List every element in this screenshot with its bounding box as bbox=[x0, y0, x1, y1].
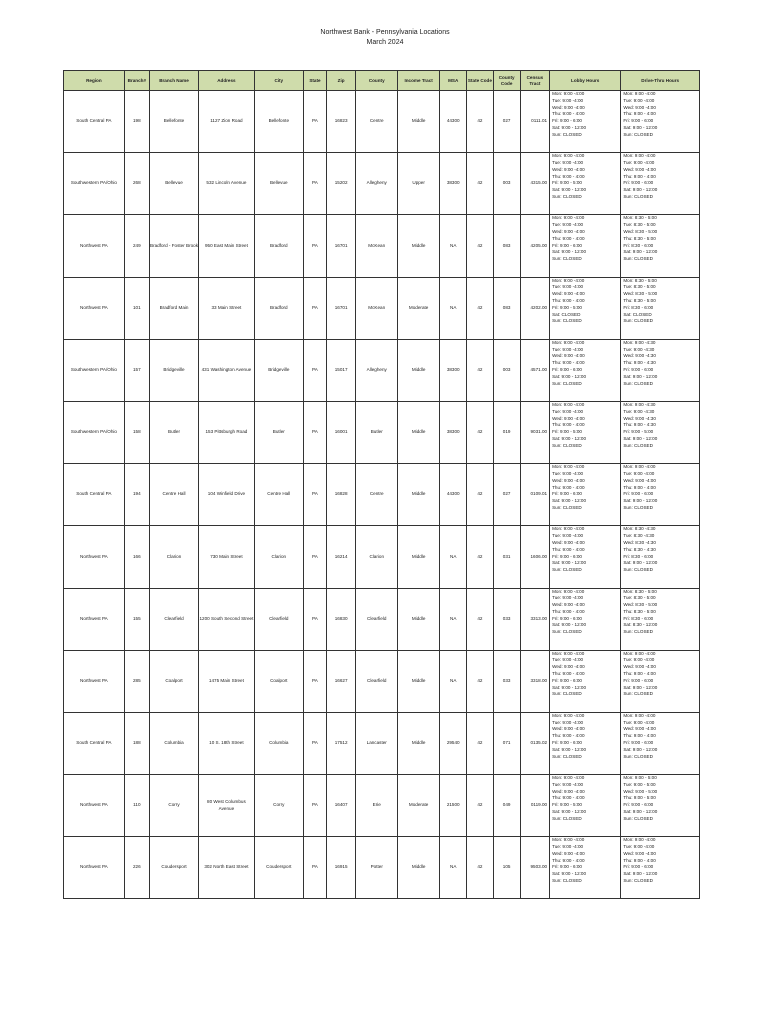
table-row bbox=[64, 588, 700, 650]
drive-thru-hours-cell: Mon: 9:00 -4:00 Tue: 9:00 -4:00 Wed: 9:00 -4:00 Thu: 9:00 - 4:00 Fri: 9:00 - 6:00 Sat: 9:00 - 12:00 Sun: CLOSED bbox=[621, 837, 700, 899]
branch-number-cell: 166 bbox=[124, 526, 149, 588]
column-header-county: County bbox=[356, 71, 398, 91]
branch-number-cell: 157 bbox=[124, 339, 149, 401]
county-code-cell: 033 bbox=[493, 650, 520, 712]
column-header-county-code: County Code bbox=[493, 71, 520, 91]
column-header-branch-number: Branch# bbox=[124, 71, 149, 91]
state-code-cell: 42 bbox=[467, 339, 493, 401]
census-tract-cell: 1606.00 bbox=[520, 526, 549, 588]
lobby-hours-cell: Mon: 9:00 -4:00 Tue: 9:00 -4:00 Wed: 9:00 -4:00 Thu: 9:00 - 4:00 Fri: 9:00 - 5:00 Sat: 9:00 - 12:00 Sun: CLOSED bbox=[550, 401, 621, 463]
table-body bbox=[64, 91, 700, 899]
state-cell: PA bbox=[303, 401, 326, 463]
title-line-1: Northwest Bank - Pennsylvania Locations bbox=[320, 29, 450, 36]
locations-table bbox=[63, 70, 700, 899]
column-header-lobby-hours: Lobby Hours bbox=[550, 71, 621, 91]
state-code-cell: 42 bbox=[467, 712, 493, 774]
branch-number-cell: 188 bbox=[124, 712, 149, 774]
column-header-address: Address bbox=[199, 71, 255, 91]
county-cell: Potter bbox=[356, 837, 398, 899]
branch-number-cell: 155 bbox=[124, 588, 149, 650]
address-cell: 302 North East Street bbox=[199, 837, 255, 899]
state-cell: PA bbox=[303, 339, 326, 401]
census-tract-cell: 9503.00 bbox=[520, 837, 549, 899]
branch-number-cell: 268 bbox=[124, 153, 149, 215]
city-cell: Bellevue bbox=[254, 153, 303, 215]
zip-cell: 16214 bbox=[326, 526, 355, 588]
city-cell: Corry bbox=[254, 775, 303, 837]
lobby-hours-cell: Mon: 9:00 -4:00 Tue: 9:00 -4:00 Wed: 9:00 -4:00 Thu: 9:00 - 4:00 Fri: 9:00 - 6:00 Sat: 9:00 - 12:00 Sun: CLOSED bbox=[550, 837, 621, 899]
city-cell: Columbia bbox=[254, 712, 303, 774]
address-cell: 532 Lincoln Avenue bbox=[199, 153, 255, 215]
county-cell: Centre bbox=[356, 91, 398, 153]
column-header-zip: Zip bbox=[326, 71, 355, 91]
income-tract-cell: Middle bbox=[398, 526, 440, 588]
branch-name-cell: Bridgeville bbox=[149, 339, 198, 401]
city-cell: Bradford bbox=[254, 215, 303, 277]
zip-cell: 16828 bbox=[326, 464, 355, 526]
lobby-hours-cell: Mon: 9:00 -4:00 Tue: 9:00 -4:00 Wed: 9:00 -4:00 Thu: 9:00 - 4:00 Fri: 9:00 - 6:00 Sat: 9:00 - 12:00 Sun: CLOSED bbox=[550, 91, 621, 153]
msa-cell: 38300 bbox=[440, 339, 467, 401]
msa-cell: 38300 bbox=[440, 401, 467, 463]
county-code-cell: 049 bbox=[493, 775, 520, 837]
county-cell: Erie bbox=[356, 775, 398, 837]
msa-cell: 44300 bbox=[440, 464, 467, 526]
branch-number-cell: 101 bbox=[124, 277, 149, 339]
lobby-hours-cell: Mon: 9:00 -4:00 Tue: 9:00 -4:00 Wed: 9:00 -4:00 Thu: 9:00 - 4:00 Fri: 9:00 - 6:00 Sat: 9:00 - 12:00 Sun: CLOSED bbox=[550, 526, 621, 588]
census-tract-cell: 4571.00 bbox=[520, 339, 549, 401]
msa-cell: NA bbox=[440, 837, 467, 899]
region-cell: Northwest PA bbox=[64, 837, 125, 899]
address-cell: 104 Winfield Drive bbox=[199, 464, 255, 526]
table-row bbox=[64, 215, 700, 277]
state-cell: PA bbox=[303, 526, 326, 588]
income-tract-cell: Middle bbox=[398, 215, 440, 277]
state-code-cell: 42 bbox=[467, 588, 493, 650]
city-cell: Butler bbox=[254, 401, 303, 463]
census-tract-cell: 0111.01 bbox=[520, 91, 549, 153]
address-cell: 153 Pittsburgh Road bbox=[199, 401, 255, 463]
lobby-hours-cell: Mon: 9:00 -4:00 Tue: 9:00 -4:00 Wed: 9:00 -4:00 Thu: 9:00 - 4:00 Fri: 9:00 - 6:00 Sat: 9:00 - 12:00 Sun: CLOSED bbox=[550, 339, 621, 401]
table-row bbox=[64, 339, 700, 401]
msa-cell: NA bbox=[440, 277, 467, 339]
address-cell: 1200 South Second Street bbox=[199, 588, 255, 650]
address-cell: 10 S. 18th Street bbox=[199, 712, 255, 774]
region-cell: Northwest PA bbox=[64, 650, 125, 712]
branch-name-cell: Coalport bbox=[149, 650, 198, 712]
census-tract-cell: 0135.02 bbox=[520, 712, 549, 774]
county-code-cell: 003 bbox=[493, 339, 520, 401]
table-row bbox=[64, 401, 700, 463]
county-code-cell: 083 bbox=[493, 277, 520, 339]
state-cell: PA bbox=[303, 650, 326, 712]
zip-cell: 17512 bbox=[326, 712, 355, 774]
region-cell: South Central PA bbox=[64, 464, 125, 526]
column-header-region: Region bbox=[64, 71, 125, 91]
drive-thru-hours-cell: Mon: 9:00 -4:00 Tue: 9:00 -4:00 Wed: 9:00 -4:00 Thu: 9:00 - 4:00 Fri: 9:00 - 6:00 Sat: 9:00 - 12:00 Sun: CLOSED bbox=[621, 91, 700, 153]
table-row bbox=[64, 277, 700, 339]
lobby-hours-cell: Mon: 9:00 -4:00 Tue: 9:00 -4:00 Wed: 9:00 -4:00 Thu: 9:00 - 4:00 Fri: 9:00 - 6:00 Sat: 9:00 - 12:00 Sun: CLOSED bbox=[550, 588, 621, 650]
income-tract-cell: Moderate bbox=[398, 775, 440, 837]
county-cell: Clearfield bbox=[356, 650, 398, 712]
county-code-cell: 027 bbox=[493, 464, 520, 526]
drive-thru-hours-cell: Mon: 9:00 -4:30 Tue: 9:00 -4:30 Wed: 9:00 -4:30 Thu: 9:00 - 4:30 Fri: 9:00 - 6:00 Sat: 9:00 - 12:00 Sun: CLOSED bbox=[621, 339, 700, 401]
census-tract-cell: 4202.00 bbox=[520, 277, 549, 339]
column-header-branch-name: Branch Name bbox=[149, 71, 198, 91]
msa-cell: NA bbox=[440, 588, 467, 650]
lobby-hours-cell: Mon: 9:00 -4:00 Tue: 9:00 -4:00 Wed: 9:00 -4:00 Thu: 9:00 - 4:00 Fri: 9:00 - 5:00 Sat: CLOSED Sun: CLOSED bbox=[550, 277, 621, 339]
census-tract-cell: 4205.00 bbox=[520, 215, 549, 277]
county-code-cell: 083 bbox=[493, 215, 520, 277]
drive-thru-hours-cell: Mon: 8:30 - 5:00 Tue: 8:30 - 5:00 Wed: 8:30 - 5:00 Thu: 8:30 - 5:00 Fri: 8:30 - 6:00 Sat: 8:30 - 12:00 Sun: CLOSED bbox=[621, 588, 700, 650]
address-cell: 730 Main Street bbox=[199, 526, 255, 588]
state-code-cell: 42 bbox=[467, 277, 493, 339]
branch-number-cell: 110 bbox=[124, 775, 149, 837]
branch-number-cell: 194 bbox=[124, 464, 149, 526]
drive-thru-hours-cell: Mon: 9:00 -4:00 Tue: 9:00 -4:00 Wed: 9:00 -4:00 Thu: 9:00 - 4:00 Fri: 9:00 - 6:00 Sat: 9:00 - 12:00 Sun: CLOSED bbox=[621, 464, 700, 526]
drive-thru-hours-cell: Mon: 9:00 -4:00 Tue: 9:00 -4:00 Wed: 9:00 -4:00 Thu: 9:00 - 4:00 Fri: 9:00 - 6:00 Sat: 9:00 - 12:00 Sun: CLOSED bbox=[621, 650, 700, 712]
region-cell: Northwest PA bbox=[64, 277, 125, 339]
column-header-state-code: State Code bbox=[467, 71, 493, 91]
branch-name-cell: Butler bbox=[149, 401, 198, 463]
state-code-cell: 42 bbox=[467, 215, 493, 277]
state-code-cell: 42 bbox=[467, 775, 493, 837]
city-cell: Bellefonte bbox=[254, 91, 303, 153]
county-code-cell: 105 bbox=[493, 837, 520, 899]
branch-name-cell: Coudersport bbox=[149, 837, 198, 899]
county-cell: Allegheny bbox=[356, 153, 398, 215]
table-row bbox=[64, 153, 700, 215]
state-code-cell: 42 bbox=[467, 401, 493, 463]
zip-cell: 16830 bbox=[326, 588, 355, 650]
city-cell: Coudersport bbox=[254, 837, 303, 899]
zip-cell: 16915 bbox=[326, 837, 355, 899]
state-cell: PA bbox=[303, 277, 326, 339]
census-tract-cell: 0109.01 bbox=[520, 464, 549, 526]
address-cell: 1127 Zion Road bbox=[199, 91, 255, 153]
county-cell: Clearfield bbox=[356, 588, 398, 650]
county-cell: Allegheny bbox=[356, 339, 398, 401]
msa-cell: NA bbox=[440, 650, 467, 712]
zip-cell: 16823 bbox=[326, 91, 355, 153]
county-cell: Clarion bbox=[356, 526, 398, 588]
lobby-hours-cell: Mon: 9:00 -4:00 Tue: 9:00 -4:00 Wed: 9:00 -4:00 Thu: 9:00 - 4:00 Fri: 9:00 - 5:00 Sat: 9:00 - 12:00 Sun: CLOSED bbox=[550, 775, 621, 837]
census-tract-cell: 9031.00 bbox=[520, 401, 549, 463]
table-row bbox=[64, 837, 700, 899]
state-cell: PA bbox=[303, 837, 326, 899]
column-header-msa: MSA bbox=[440, 71, 467, 91]
income-tract-cell: Middle bbox=[398, 91, 440, 153]
census-tract-cell: 3313.00 bbox=[520, 588, 549, 650]
title-line-2: March 2024 bbox=[366, 39, 404, 46]
branch-name-cell: Bellefonte bbox=[149, 91, 198, 153]
state-code-cell: 42 bbox=[467, 153, 493, 215]
lobby-hours-cell: Mon: 9:00 -4:00 Tue: 9:00 -4:00 Wed: 9:00 -4:00 Thu: 9:00 - 4:00 Fri: 9:00 - 6:00 Sat: 9:00 - 12:00 Sun: CLOSED bbox=[550, 464, 621, 526]
county-code-cell: 031 bbox=[493, 526, 520, 588]
income-tract-cell: Middle bbox=[398, 464, 440, 526]
msa-cell: NA bbox=[440, 215, 467, 277]
county-cell: Butler bbox=[356, 401, 398, 463]
lobby-hours-cell: Mon: 9:00 -4:00 Tue: 9:00 -4:00 Wed: 9:00 -4:00 Thu: 9:00 - 4:00 Fri: 9:00 - 6:00 Sat: 9:00 - 12:00 Sun: CLOSED bbox=[550, 712, 621, 774]
state-cell: PA bbox=[303, 153, 326, 215]
region-cell: South Central PA bbox=[64, 712, 125, 774]
msa-cell: 38300 bbox=[440, 153, 467, 215]
branch-name-cell: Clarion bbox=[149, 526, 198, 588]
census-tract-cell: 4315.00 bbox=[520, 153, 549, 215]
msa-cell: 29540 bbox=[440, 712, 467, 774]
state-cell: PA bbox=[303, 712, 326, 774]
state-code-cell: 42 bbox=[467, 464, 493, 526]
branch-name-cell: Clearfield bbox=[149, 588, 198, 650]
branch-name-cell: Bradford Main bbox=[149, 277, 198, 339]
income-tract-cell: Middle bbox=[398, 650, 440, 712]
region-cell: Southwestern PA/Ohio bbox=[64, 401, 125, 463]
county-code-cell: 033 bbox=[493, 588, 520, 650]
drive-thru-hours-cell: Mon: 9:00 -4:30 Tue: 9:00 -4:30 Wed: 9:00 -4:30 Thu: 9:00 - 4:30 Fri: 9:00 - 5:00 Sat: 9:00 - 12:00 Sun: CLOSED bbox=[621, 401, 700, 463]
income-tract-cell: Middle bbox=[398, 339, 440, 401]
region-cell: Southwestern PA/Ohio bbox=[64, 339, 125, 401]
city-cell: Clarion bbox=[254, 526, 303, 588]
column-header-state: State bbox=[303, 71, 326, 91]
county-cell: Centre bbox=[356, 464, 398, 526]
state-cell: PA bbox=[303, 215, 326, 277]
column-header-income-tract: Income Tract bbox=[398, 71, 440, 91]
state-cell: PA bbox=[303, 588, 326, 650]
city-cell: Bridgeville bbox=[254, 339, 303, 401]
state-code-cell: 42 bbox=[467, 650, 493, 712]
column-header-drive-thru-hours: Drive-Thru Hours bbox=[621, 71, 700, 91]
income-tract-cell: Middle bbox=[398, 588, 440, 650]
income-tract-cell: Middle bbox=[398, 712, 440, 774]
address-cell: 950 East Main Street bbox=[199, 215, 255, 277]
table-row bbox=[64, 712, 700, 774]
county-code-cell: 019 bbox=[493, 401, 520, 463]
state-code-cell: 42 bbox=[467, 526, 493, 588]
table-row bbox=[64, 775, 700, 837]
address-cell: 431 Washington Avenue bbox=[199, 339, 255, 401]
address-cell: 1475 Main Street bbox=[199, 650, 255, 712]
branch-number-cell: 158 bbox=[124, 401, 149, 463]
county-cell: McKean bbox=[356, 215, 398, 277]
census-tract-cell: 3318.00 bbox=[520, 650, 549, 712]
drive-thru-hours-cell: Mon: 8:30 - 5:00 Tue: 8:30 - 5:00 Wed: 8:30 - 5:00 Thu: 8:30 - 5:00 Fri: 8:30 - 6:00 Sat: CLOSED Sun: CLOSED bbox=[621, 277, 700, 339]
branch-name-cell: Centre Hall bbox=[149, 464, 198, 526]
lobby-hours-cell: Mon: 9:00 -4:00 Tue: 9:00 -4:00 Wed: 9:00 -4:00 Thu: 9:00 - 4:00 Fri: 9:00 - 5:00 Sat: 9:00 - 12:00 Sun: CLOSED bbox=[550, 153, 621, 215]
drive-thru-hours-cell: Mon: 8:30 -4:30 Tue: 8:30 -4:30 Wed: 8:30 -4:30 Thu: 8:30 - 4:30 Fri: 8:30 - 6:00 Sat: 9:00 - 12:00 Sun: CLOSED bbox=[621, 526, 700, 588]
region-cell: Northwest PA bbox=[64, 215, 125, 277]
zip-cell: 16407 bbox=[326, 775, 355, 837]
branch-number-cell: 198 bbox=[124, 91, 149, 153]
city-cell: Centre Hall bbox=[254, 464, 303, 526]
table-row bbox=[64, 526, 700, 588]
state-cell: PA bbox=[303, 91, 326, 153]
zip-cell: 15017 bbox=[326, 339, 355, 401]
table-row bbox=[64, 464, 700, 526]
county-code-cell: 027 bbox=[493, 91, 520, 153]
document-title bbox=[0, 28, 770, 48]
zip-cell: 16001 bbox=[326, 401, 355, 463]
zip-cell: 16701 bbox=[326, 277, 355, 339]
state-cell: PA bbox=[303, 775, 326, 837]
lobby-hours-cell: Mon: 9:00 -4:00 Tue: 9:00 -4:00 Wed: 9:00 -4:00 Thu: 9:00 - 4:00 Fri: 9:00 - 6:00 Sat: 9:00 - 12:00 Sun: CLOSED bbox=[550, 650, 621, 712]
income-tract-cell: Middle bbox=[398, 837, 440, 899]
income-tract-cell: Moderate bbox=[398, 277, 440, 339]
region-cell: Northwest PA bbox=[64, 775, 125, 837]
state-cell: PA bbox=[303, 464, 326, 526]
region-cell: Southwestern PA/Ohio bbox=[64, 153, 125, 215]
column-header-city: City bbox=[254, 71, 303, 91]
county-cell: McKean bbox=[356, 277, 398, 339]
city-cell: Clearfield bbox=[254, 588, 303, 650]
branch-name-cell: Bellevue bbox=[149, 153, 198, 215]
branch-name-cell: Columbia bbox=[149, 712, 198, 774]
column-header-census-tract: Census Tract bbox=[520, 71, 549, 91]
city-cell: Bradford bbox=[254, 277, 303, 339]
lobby-hours-cell: Mon: 9:00 -4:00 Tue: 9:00 -4:00 Wed: 9:00 -4:00 Thu: 9:00 - 4:00 Fri: 9:00 - 6:00 Sat: 9:00 - 12:00 Sun: CLOSED bbox=[550, 215, 621, 277]
drive-thru-hours-cell: Mon: 9:00 -4:00 Tue: 9:00 -4:00 Wed: 9:00 -4:00 Thu: 9:00 - 4:00 Fri: 9:00 - 6:00 Sat: 9:00 - 12:00 Sun: CLOSED bbox=[621, 712, 700, 774]
branch-number-cell: 249 bbox=[124, 215, 149, 277]
drive-thru-hours-cell: Mon: 8:30 - 5:00 Tue: 8:30 - 5:00 Wed: 8:30 - 5:00 Thu: 8:30 - 5:00 Fri: 8:30 - 6:00 Sat: 9:00 - 12:00 Sun: CLOSED bbox=[621, 215, 700, 277]
zip-cell: 16627 bbox=[326, 650, 355, 712]
income-tract-cell: Upper bbox=[398, 153, 440, 215]
state-code-cell: 42 bbox=[467, 837, 493, 899]
drive-thru-hours-cell: Mon: 9:00 - 5:00 Tue: 9:00 - 5:00 Wed: 9:00 - 5:00 Thu: 9:00 - 5:00 Fri: 9:00 - 6:00 Sat: 9:00 - 12:00 Sun: CLOSED bbox=[621, 775, 700, 837]
table-header-row bbox=[64, 71, 700, 91]
drive-thru-hours-cell: Mon: 9:00 -4:00 Tue: 9:00 -4:00 Wed: 9:00 -4:00 Thu: 9:00 - 4:00 Fri: 9:00 - 6:00 Sat: 9:00 - 12:00 Sun: CLOSED bbox=[621, 153, 700, 215]
income-tract-cell: Middle bbox=[398, 401, 440, 463]
region-cell: Northwest PA bbox=[64, 588, 125, 650]
msa-cell: NA bbox=[440, 526, 467, 588]
table-row bbox=[64, 91, 700, 153]
msa-cell: 21500 bbox=[440, 775, 467, 837]
state-code-cell: 42 bbox=[467, 91, 493, 153]
county-code-cell: 003 bbox=[493, 153, 520, 215]
region-cell: Northwest PA bbox=[64, 526, 125, 588]
branch-name-cell: Bradford - Foster Brook bbox=[149, 215, 198, 277]
city-cell: Coalport bbox=[254, 650, 303, 712]
region-cell: South Central PA bbox=[64, 91, 125, 153]
address-cell: 33 Main Street bbox=[199, 277, 255, 339]
zip-cell: 15202 bbox=[326, 153, 355, 215]
address-cell: 80 West Columbus Avenue bbox=[199, 775, 255, 837]
county-cell: Lancaster bbox=[356, 712, 398, 774]
branch-number-cell: 226 bbox=[124, 837, 149, 899]
branch-number-cell: 285 bbox=[124, 650, 149, 712]
census-tract-cell: 0119.00 bbox=[520, 775, 549, 837]
table-row bbox=[64, 650, 700, 712]
branch-name-cell: Corry bbox=[149, 775, 198, 837]
msa-cell: 44300 bbox=[440, 91, 467, 153]
zip-cell: 16701 bbox=[326, 215, 355, 277]
county-code-cell: 071 bbox=[493, 712, 520, 774]
